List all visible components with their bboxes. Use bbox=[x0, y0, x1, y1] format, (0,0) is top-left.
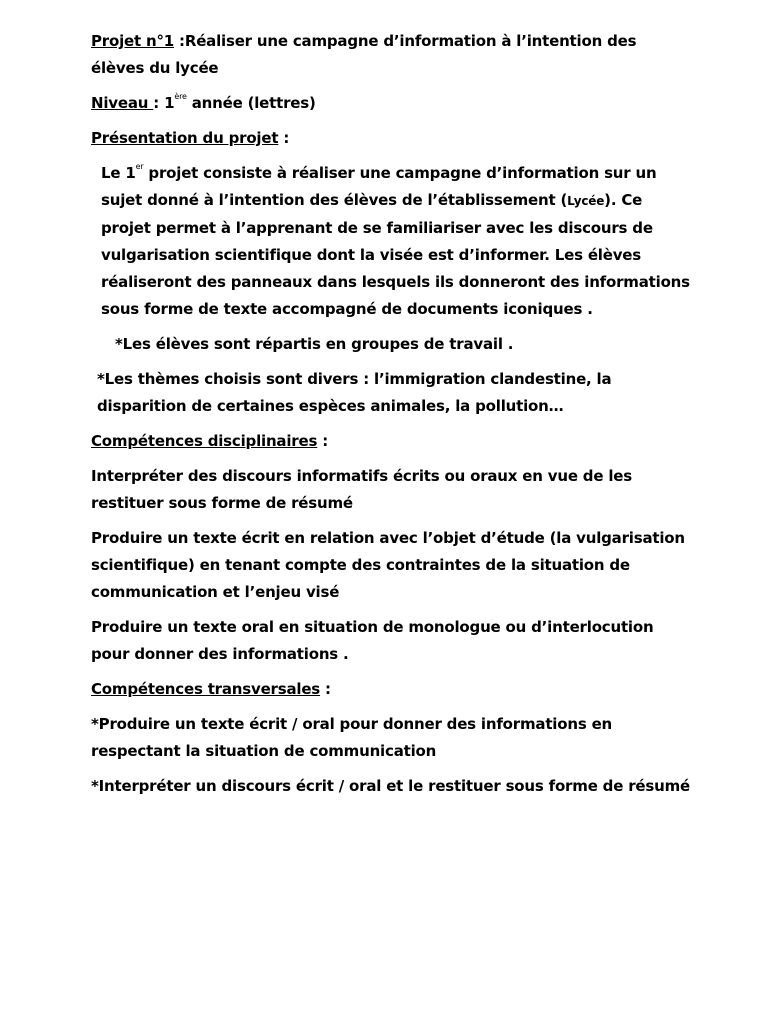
disciplinary-item: Interpréter des discours informatifs écrits ou oraux en vue de les restituer sous forme de résumé bbox=[91, 467, 632, 512]
groups-line: *Les élèves sont répartis en groupes de travail . bbox=[115, 335, 514, 353]
level-label: Niveau bbox=[91, 94, 154, 112]
disciplinary-item: Produire un texte oral en situation de monologue ou d’interlocution pour donner des informations . bbox=[91, 618, 654, 663]
document-page bbox=[91, 28, 691, 808]
disciplinary-heading-suffix: : bbox=[317, 432, 329, 450]
disciplinary-heading-text: Compétences disciplinaires bbox=[91, 432, 318, 450]
transversal-item: *Interpréter un discours écrit / oral et le restituer sous forme de résumé bbox=[91, 777, 690, 795]
transversal-heading-suffix: : bbox=[320, 680, 331, 698]
themes-line: *Les thèmes choisis sont divers : l’immigration clandestine, la disparition de certaines espèces animales, la pollution… bbox=[97, 370, 612, 415]
presentation-paragraph bbox=[91, 160, 691, 323]
presentation-p1-start: Le 1 bbox=[101, 164, 136, 182]
transversal-item: *Produire un texte écrit / oral pour donner des informations en respectant la situation de communication bbox=[91, 715, 613, 760]
presentation-p1-middle: projet consiste à réaliser une campagne d’information sur un sujet donné à l’intention des élèves de l’établissement ( bbox=[101, 164, 657, 209]
presentation-heading-suffix: : bbox=[278, 129, 290, 147]
presentation-heading-text: Présentation du projet bbox=[91, 129, 279, 147]
level-value: année (lettres) bbox=[186, 94, 316, 112]
transversal-heading-text: Compétences transversales bbox=[91, 680, 321, 698]
level-separator: : 1 bbox=[153, 94, 175, 112]
presentation-heading bbox=[91, 125, 691, 152]
disciplinary-item: Produire un texte écrit en relation avec l’objet d’étude (la vulgarisation scientifique) en tenant compte des contraintes de la situation de communication et l’enjeu visé bbox=[91, 529, 685, 601]
presentation-p1-lycee: Lycée bbox=[567, 194, 605, 208]
presentation-p1-end: ). Ce projet permet à l’apprenant de se familiariser avec les discours de vulgarisation scientifique dont la visée est d’informer. Les élèves réaliseront des panneaux dans lesquels ils donneront des informations sous forme de texte accompagné de documents iconiques . bbox=[101, 191, 690, 318]
presentation-p1-superscript: er bbox=[135, 162, 144, 171]
project-line bbox=[91, 28, 691, 82]
level-superscript: ère bbox=[174, 92, 187, 101]
level-line bbox=[91, 90, 691, 117]
project-title: :Réaliser une campagne d’information à l’intention des élèves du lycée bbox=[91, 32, 637, 77]
disciplinary-heading bbox=[91, 428, 691, 455]
project-label: Projet n°1 bbox=[91, 32, 175, 50]
transversal-heading bbox=[91, 676, 691, 703]
